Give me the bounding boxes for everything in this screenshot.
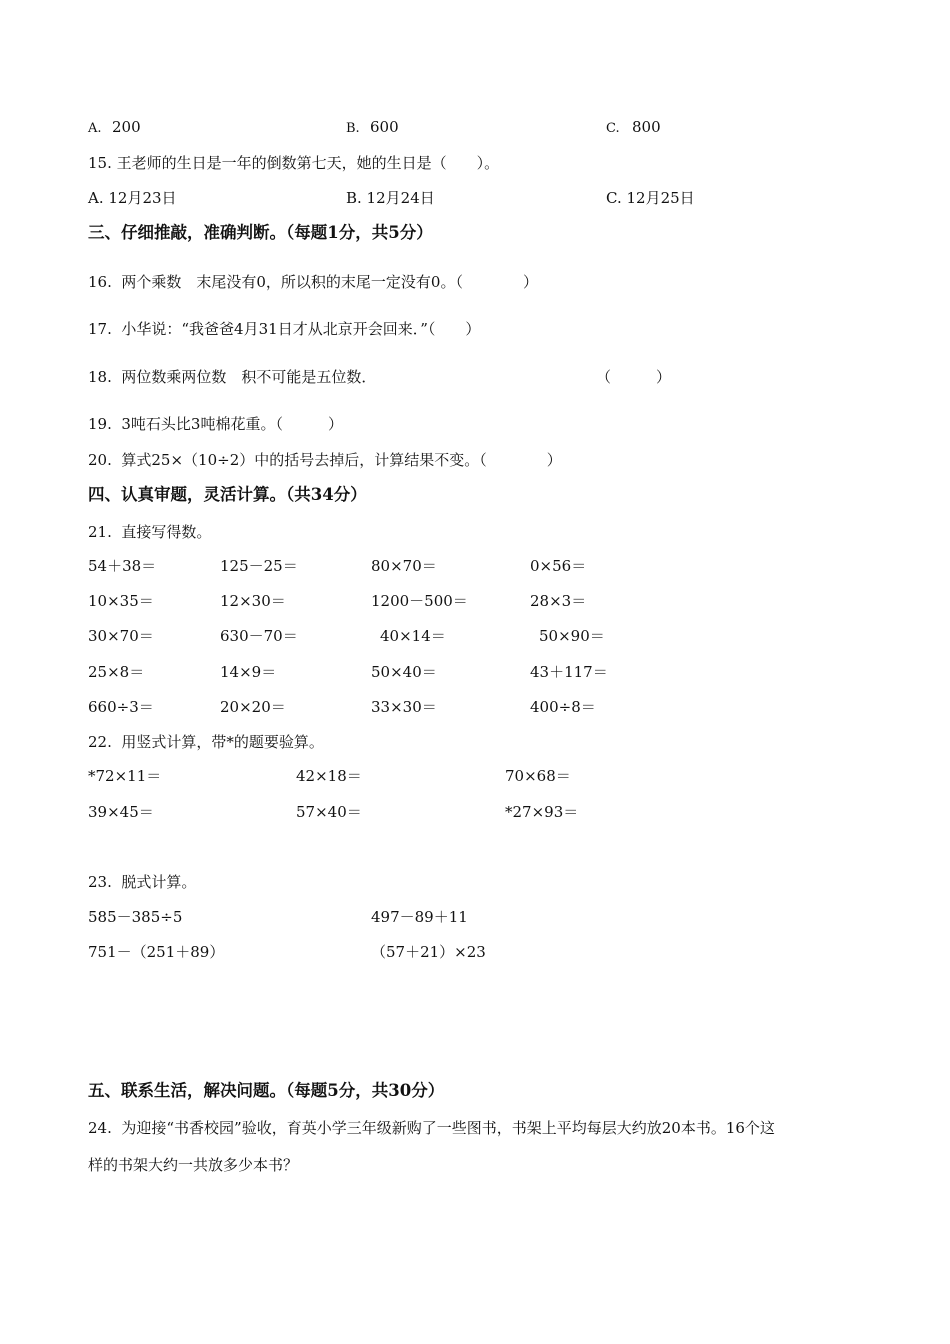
q21-cell: 10×35＝	[88, 592, 154, 610]
q23-cell: 585－385÷5	[88, 908, 183, 926]
q21-cell: 50×40＝	[371, 663, 437, 681]
q21-cell: 14×9＝	[220, 663, 277, 681]
q20-text: 20. 算式25×（10÷2）中的括号去掉后，计算结果不变。（ ）	[88, 451, 562, 469]
q16-text: 16. 两个乘数 末尾没有0，所以积的末尾一定没有0。（ ）	[88, 273, 538, 291]
q15-text: 15. 王老师的生日是一年的倒数第七天，她的生日是（ ）。	[88, 154, 500, 172]
q21-cell: 50×90＝	[539, 627, 605, 645]
q23-cell: 751－（251＋89）	[88, 943, 225, 961]
q23-cell: 497－89＋11	[371, 908, 468, 926]
q21-cell: 400÷8＝	[530, 698, 596, 716]
q21-cell: 25×8＝	[88, 663, 145, 681]
q14-option-c-label: C.	[606, 121, 620, 136]
q21-cell: 54＋38＝	[88, 557, 157, 575]
q22-cell: *72×11＝	[88, 767, 162, 785]
q18-text: 18. 两位数乘两位数 积不可能是五位数．	[88, 368, 377, 386]
q17-text: 17. 小华说：“我爸爸4月31日才从北京开会回来．”（ ）	[88, 320, 481, 338]
q14-option-b-label: B.	[346, 121, 360, 136]
q21-text: 21. 直接写得数。	[88, 523, 212, 541]
q14-option-c-value: 800	[632, 118, 661, 136]
q22-text: 22. 用竖式计算，带*的题要验算。	[88, 733, 324, 751]
q21-cell: 20×20＝	[220, 698, 286, 716]
q22-cell: 42×18＝	[296, 767, 362, 785]
q23-text: 23. 脱式计算。	[88, 873, 197, 891]
q22-cell: 39×45＝	[88, 803, 154, 821]
q21-cell: 40×14＝	[380, 627, 446, 645]
q15-option-b: B. 12月24日	[346, 189, 435, 207]
q21-cell: 12×30＝	[220, 592, 286, 610]
section4-title: 四、认真审题，灵活计算。（共34分）	[88, 485, 367, 504]
q21-cell: 33×30＝	[371, 698, 437, 716]
q21-cell: 1200－500＝	[371, 592, 468, 610]
q19-text: 19. 3吨石头比3吨棉花重。（ ）	[88, 415, 343, 433]
q24-text-line2: 样的书架大约一共放多少本书？	[88, 1156, 299, 1174]
q22-cell: 57×40＝	[296, 803, 362, 821]
q18-answer-paren: （ ）	[596, 368, 672, 386]
section5-title: 五、联系生活，解决问题。（每题5分，共30分）	[88, 1081, 445, 1100]
q22-cell: 70×68＝	[505, 767, 571, 785]
q15-option-c: C. 12月25日	[606, 189, 695, 207]
q21-cell: 30×70＝	[88, 627, 154, 645]
q24-text-line1: 24. 为迎接“书香校园”验收，育英小学三年级新购了一些图书，书架上平均每层大约放20本书。16个这	[88, 1119, 775, 1137]
q14-option-a-value: 200	[112, 118, 141, 136]
q14-option-a-label: A.	[88, 121, 102, 136]
q23-cell: （57＋21）×23	[371, 943, 486, 961]
q21-cell: 80×70＝	[371, 557, 437, 575]
q21-cell: 630－70＝	[220, 627, 298, 645]
section3-title: 三、仔细推敲，准确判断。（每题1分，共5分）	[88, 223, 433, 242]
q21-cell: 0×56＝	[530, 557, 587, 575]
q15-option-a: A. 12月23日	[88, 189, 177, 207]
q14-option-b-value: 600	[370, 118, 399, 136]
q21-cell: 125－25＝	[220, 557, 298, 575]
q21-cell: 28×3＝	[530, 592, 587, 610]
q21-cell: 660÷3＝	[88, 698, 154, 716]
q22-cell: *27×93＝	[505, 803, 579, 821]
q21-cell: 43＋117＝	[530, 663, 608, 681]
